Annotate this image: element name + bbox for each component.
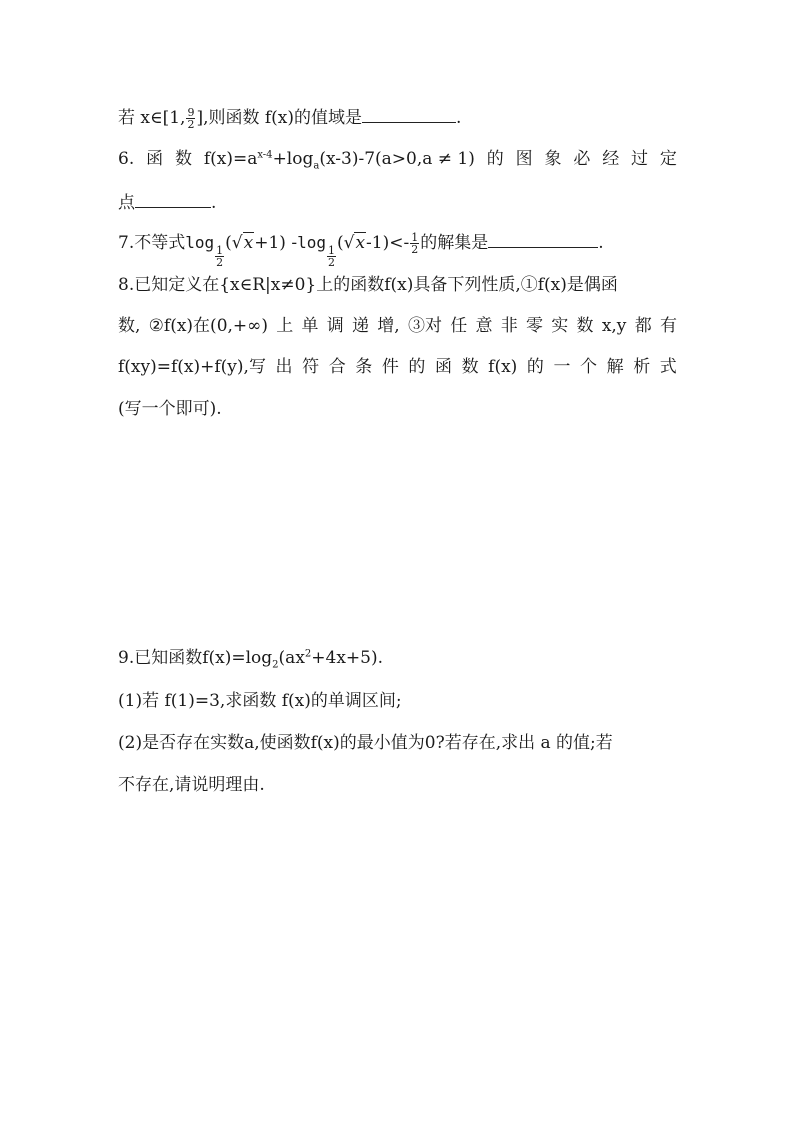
q6-w3: f(x)=a [203, 149, 258, 169]
q5-answer-blank[interactable] [362, 104, 456, 123]
q8-l2-10: 非 [500, 316, 518, 336]
q5-end: . [456, 108, 462, 128]
q7-end: . [598, 233, 604, 253]
q8-l2-0: 数, [118, 316, 141, 336]
q8-l2-1: ②f(x)在(0,+∞) [148, 316, 268, 336]
q8-l3-4: 条 [355, 357, 373, 377]
q6-log-base: a [313, 160, 320, 172]
q8-l3-3: 合 [328, 357, 346, 377]
q7-rhs-den: 2 [411, 243, 419, 256]
q5-fraction [186, 107, 195, 130]
q8-l2-7: ③对 [407, 316, 442, 336]
q7-sqrt-2: √ [343, 233, 355, 253]
q7-arg1-open: ( [225, 233, 232, 253]
q7-sqrt-1: √ [231, 233, 243, 253]
q8-line-4 [118, 397, 222, 421]
q8-l3-13: 解 [606, 357, 624, 377]
q7-base-1-num: 1 [216, 244, 224, 257]
q8-l3-5: 件 [381, 357, 399, 377]
q6-exponent: x-4 [257, 149, 273, 161]
q9-text-a: 9.已知函数f(x)=log [118, 648, 273, 668]
q7-arg1-rest: +1) - [254, 233, 298, 253]
q9-part1: (1)若 f(1)=3,求函数 f(x)的单调区间; [118, 691, 402, 711]
q7-arg2-rest: -1)<- [366, 233, 410, 253]
q6-w7: 图 [515, 149, 533, 169]
q8-line1-text: 8.已知定义在{x∈R|x≠0}上的函数f(x)具备下列性质,①f(x)是偶函 [118, 275, 618, 295]
q7-answer-blank[interactable] [488, 229, 598, 248]
q7-rhs-fraction [410, 232, 419, 255]
q8-l3-8: 数 [461, 357, 479, 377]
q8-l2-15: 都 [634, 316, 652, 336]
q8-l3-7: 函 [435, 357, 452, 377]
q6-w5: (x-3)-7(a>0,a ≠ 1) [319, 149, 475, 169]
q6-w1: 函 [146, 149, 164, 169]
q8-l2-14: x,y [601, 316, 627, 336]
q8-l2-6: 增, [377, 316, 400, 336]
q8-line-3 [118, 355, 677, 379]
q6-w8: 象 [544, 149, 562, 169]
q8-l2-2: 上 [276, 316, 294, 336]
q6-formula [204, 147, 475, 171]
q6-w10: 经 [602, 149, 620, 169]
q7-base-2 [327, 245, 336, 268]
q8-l3-14: 析 [633, 357, 651, 377]
q8-l2-5: 递 [352, 316, 370, 336]
q9-line-1 [118, 646, 383, 670]
q6-w4: +log [272, 149, 314, 169]
q9-exponent: 2 [304, 648, 312, 660]
q8-l2-11: 零 [526, 316, 544, 336]
q6-w0: 6. [118, 149, 135, 169]
q7-radicand-1: x [243, 233, 254, 253]
q6-w11: 过 [631, 149, 649, 169]
q7-base-1-den: 2 [216, 256, 224, 269]
q9-text-c: +4x+5). [311, 648, 384, 668]
q7-log-2: log [297, 233, 326, 252]
q8-l3-9: f(x) [488, 357, 518, 377]
q8-l2-16: 有 [659, 316, 677, 336]
q5-frac-num: 9 [187, 106, 195, 119]
q9-log-base: 2 [272, 659, 279, 671]
q7-line [118, 229, 604, 268]
q5-frac-den: 2 [187, 118, 195, 131]
q7-log-1: log [185, 233, 215, 252]
q5-text-2: ],则函数 f(x)的值域是 [196, 108, 363, 128]
q8-l2-3: 单 [301, 316, 319, 336]
q8-l3-0: f(xy)=f(x)+f(y),写 [118, 357, 266, 377]
q6-w2: 数 [174, 149, 192, 169]
q9-text-b: (ax [278, 648, 305, 668]
q5-line [118, 104, 461, 130]
q8-l2-8: 任 [450, 316, 468, 336]
q8-line-1 [118, 273, 618, 297]
q8-l2-9: 意 [475, 316, 493, 336]
q9-line-3 [118, 731, 613, 755]
q7-arg2-open: ( [336, 233, 344, 253]
q8-l3-12: 个 [580, 357, 598, 377]
q7-base-2-num: 1 [327, 244, 335, 257]
q9-part2-cont: 不存在,请说明理由. [118, 775, 265, 795]
q7-text-1: 7.不等式 [118, 233, 186, 253]
q7-radicand-2: x [355, 233, 366, 253]
q8-l2-4: 调 [326, 316, 344, 336]
q6-line-2 [118, 189, 216, 215]
q9-line-4 [118, 773, 265, 797]
q9-line-2 [118, 689, 402, 713]
q8-l3-15: 式 [659, 357, 677, 377]
q7-base-2-den: 2 [327, 256, 335, 269]
q8-l3-1: 出 [275, 357, 293, 377]
q8-l2-13: 数 [576, 316, 594, 336]
q8-l2-12: 实 [551, 316, 569, 336]
q8-l3-2: 符 [302, 357, 320, 377]
q9-part2: (2)是否存在实数a,使函数f(x)的最小值为0?若存在,求出 a 的值;若 [118, 733, 613, 753]
q6-w9: 必 [573, 149, 591, 169]
q8-l3-6: 的 [408, 357, 426, 377]
q6-line-1 [118, 147, 677, 171]
q8-l3-10: 的 [526, 357, 544, 377]
q6-end: . [211, 193, 217, 213]
q6-line2-text: 点 [118, 193, 135, 213]
q6-answer-blank[interactable] [135, 189, 211, 208]
q7-text-2: 的解集是 [420, 233, 489, 253]
q7-rhs-num: 1 [411, 231, 419, 244]
q8-l3-11: 一 [553, 357, 571, 377]
q8-line-2 [118, 314, 677, 338]
q6-w6: 的 [486, 149, 504, 169]
q5-text-1: 若 x∈[1, [118, 108, 186, 128]
q6-w12: 定 [659, 149, 677, 169]
q7-base-1 [215, 245, 224, 268]
q8-line4-text: (写一个即可). [118, 399, 222, 419]
